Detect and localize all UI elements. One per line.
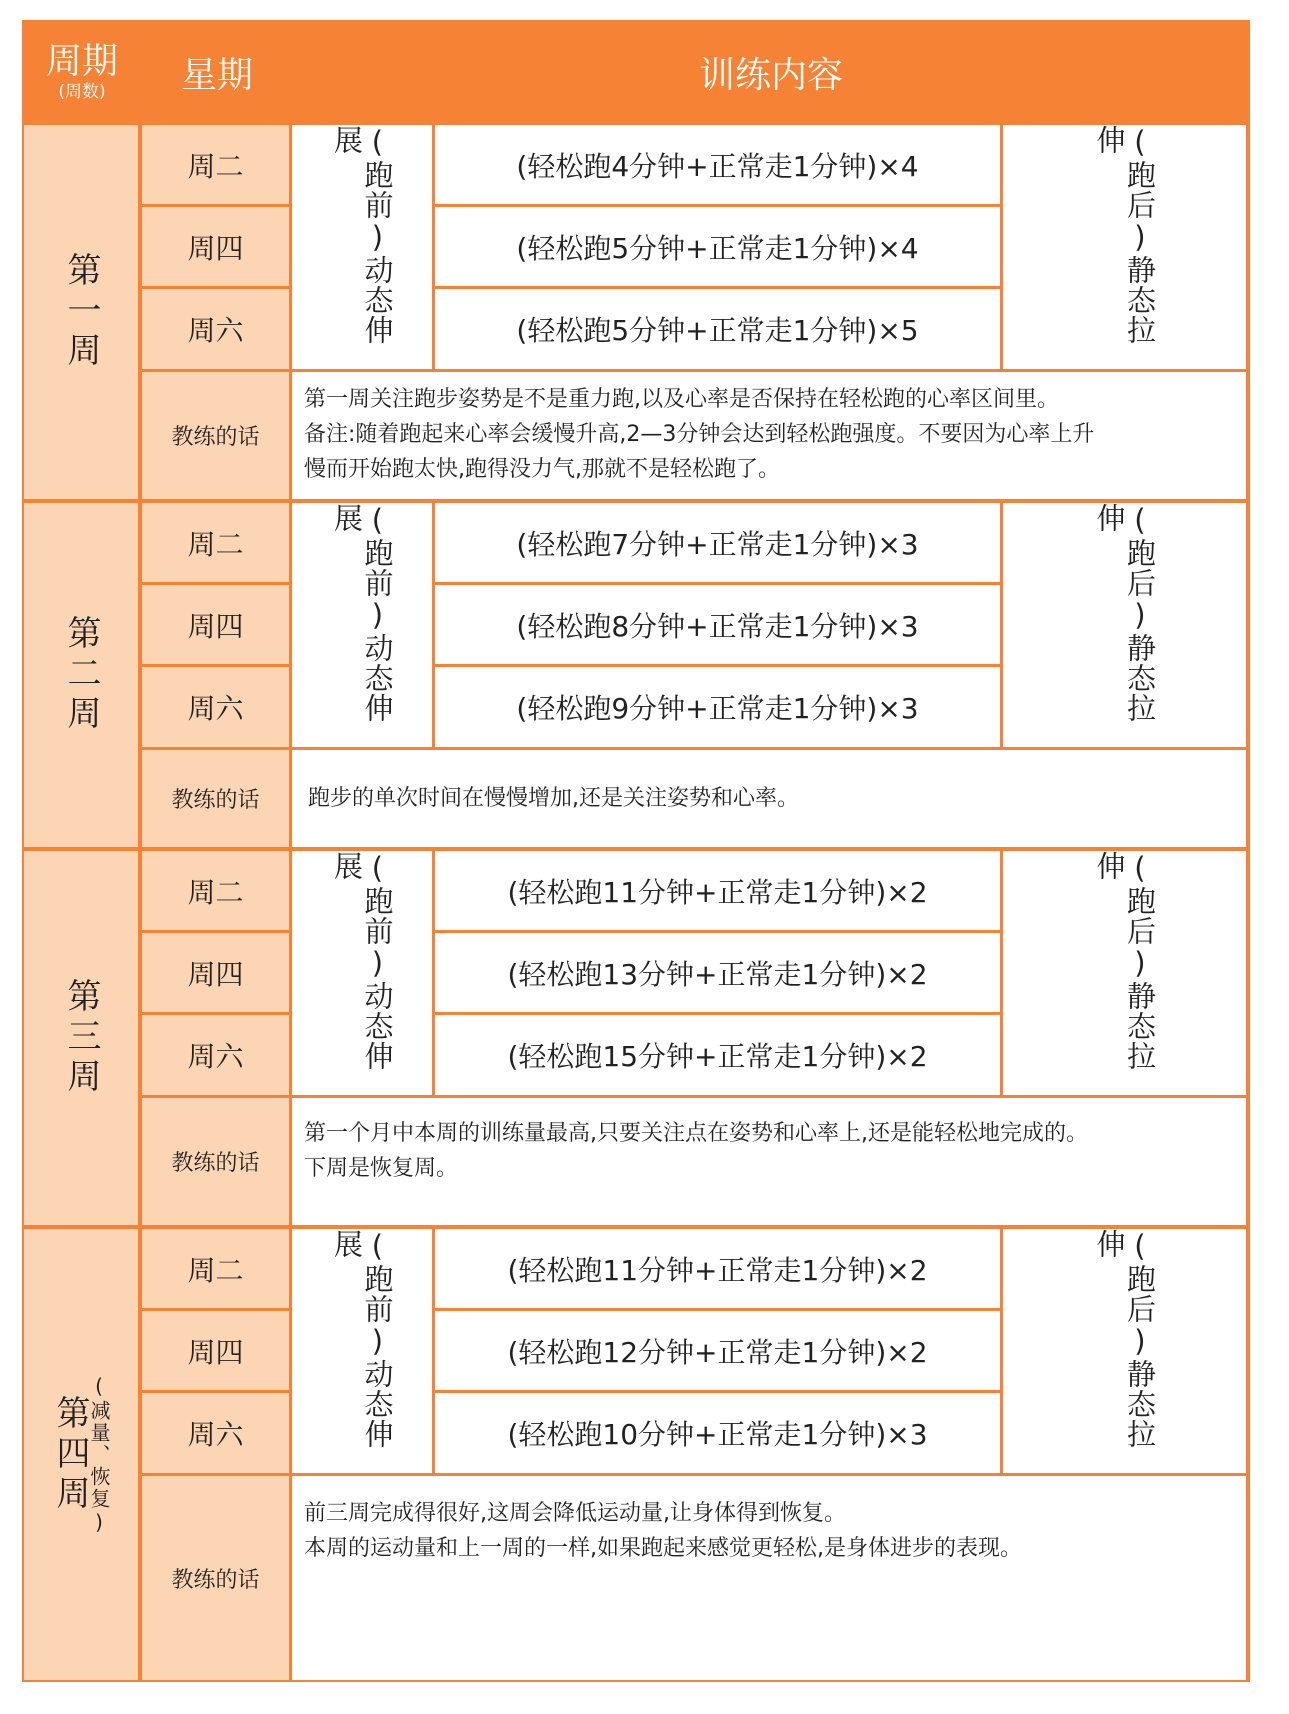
day-cell: 周四: [142, 207, 289, 286]
week-label-4: [24, 1229, 138, 1680]
day-cell: 周六: [142, 289, 289, 369]
plan-cell: (轻松跑4分钟+正常走1分钟)×4: [435, 125, 1000, 204]
training-table: [22, 20, 1250, 1682]
cooldown-cell: [1003, 503, 1246, 747]
coach-note-line: 慢而开始跑太快,跑得没力气,那就不是轻松跑了。: [304, 457, 780, 482]
week-label-1: [24, 125, 138, 499]
cooldown-text: (跑后)静态拉伸: [1092, 503, 1157, 723]
header-period-label: 周期: [45, 41, 118, 82]
week-label-2: [24, 503, 138, 847]
coach-note-line: 本周的运动量和上一周的一样,如果跑起来感觉更轻松,是身体进步的表现。: [304, 1536, 1022, 1561]
plan-cell: (轻松跑5分钟+正常走1分钟)×5: [435, 289, 1000, 369]
warmup-text: (跑前)动态伸展: [330, 503, 395, 723]
coach-note-line: 跑步的单次时间在慢慢增加,还是关注姿势和心率。: [308, 786, 799, 811]
week-label-text: 第二周: [61, 615, 101, 735]
coach-note-line: 前三周完成得很好,这周会降低运动量,让身体得到恢复。: [304, 1501, 846, 1526]
warmup-cell: [292, 503, 432, 747]
day-cell: 周四: [142, 933, 289, 1012]
day-cell: 周二: [142, 503, 289, 582]
coach-label: 教练的话: [142, 1098, 289, 1225]
header-weekday: 星期: [180, 54, 253, 96]
coach-note-4: [292, 1476, 1246, 1680]
header-period-sub: (周数): [58, 82, 106, 102]
coach-note-line: 备注:随着跑起来心率会缓慢升高,2—3分钟会达到轻松跑强度。不要因为心率上升: [304, 422, 1095, 447]
coach-label: 教练的话: [142, 750, 289, 847]
week-label-text: 第三周: [61, 978, 101, 1098]
week-label-3: [24, 851, 138, 1225]
cooldown-cell: [1003, 125, 1246, 369]
plan-cell: (轻松跑13分钟+正常走1分钟)×2: [435, 933, 1000, 1012]
coach-label: 教练的话: [142, 1476, 289, 1680]
coach-note-3: [292, 1098, 1246, 1225]
plan-cell: (轻松跑15分钟+正常走1分钟)×2: [435, 1015, 1000, 1095]
plan-cell: (轻松跑10分钟+正常走1分钟)×3: [435, 1393, 1000, 1473]
coach-note-line: 第一个月中本周的训练量最高,只要关注点在姿势和心率上,还是能轻松地完成的。: [304, 1121, 1088, 1146]
coach-note-1: [292, 372, 1246, 499]
day-cell: 周六: [142, 1393, 289, 1473]
plan-cell: (轻松跑11分钟+正常走1分钟)×2: [435, 1229, 1000, 1308]
warmup-cell: [292, 851, 432, 1095]
plan-cell: (轻松跑11分钟+正常走1分钟)×2: [435, 851, 1000, 930]
plan-cell: (轻松跑9分钟+正常走1分钟)×3: [435, 667, 1000, 747]
warmup-text: (跑前)动态伸展: [330, 1229, 395, 1449]
week-label-text: 第一周: [61, 252, 101, 372]
warmup-cell: [292, 1229, 432, 1473]
coach-label: 教练的话: [142, 372, 289, 499]
plan-cell: (轻松跑7分钟+正常走1分钟)×3: [435, 503, 1000, 582]
day-cell: 周二: [142, 1229, 289, 1308]
plan-cell: (轻松跑12分钟+正常走1分钟)×2: [435, 1311, 1000, 1390]
warmup-text: (跑前)动态伸展: [330, 125, 395, 345]
day-cell: 周二: [142, 125, 289, 204]
coach-note-2: [292, 750, 1246, 847]
header-period: [22, 20, 142, 124]
header-content: 训练内容: [698, 54, 843, 96]
week-label-sub: (减量、恢复): [87, 1373, 111, 1536]
day-cell: 周六: [142, 667, 289, 747]
day-cell: 周四: [142, 1311, 289, 1390]
warmup-cell: [292, 125, 432, 369]
cooldown-cell: [1003, 1229, 1246, 1473]
day-cell: 周六: [142, 1015, 289, 1095]
plan-cell: (轻松跑5分钟+正常走1分钟)×4: [435, 207, 1000, 286]
cooldown-text: (跑后)静态拉伸: [1092, 851, 1157, 1071]
day-cell: 周四: [142, 585, 289, 664]
cooldown-text: (跑后)静态拉伸: [1092, 1229, 1157, 1449]
day-cell: 周二: [142, 851, 289, 930]
coach-note-line: 下周是恢复周。: [304, 1156, 459, 1181]
coach-note-line: 第一周关注跑步姿势是不是重力跑,以及心率是否保持在轻松跑的心率区间里。: [304, 387, 1059, 412]
cooldown-text: (跑后)静态拉伸: [1092, 125, 1157, 345]
warmup-text: (跑前)动态伸展: [330, 851, 395, 1071]
week-label-text: 第四周: [50, 1394, 90, 1515]
plan-cell: (轻松跑8分钟+正常走1分钟)×3: [435, 585, 1000, 664]
cooldown-cell: [1003, 851, 1246, 1095]
